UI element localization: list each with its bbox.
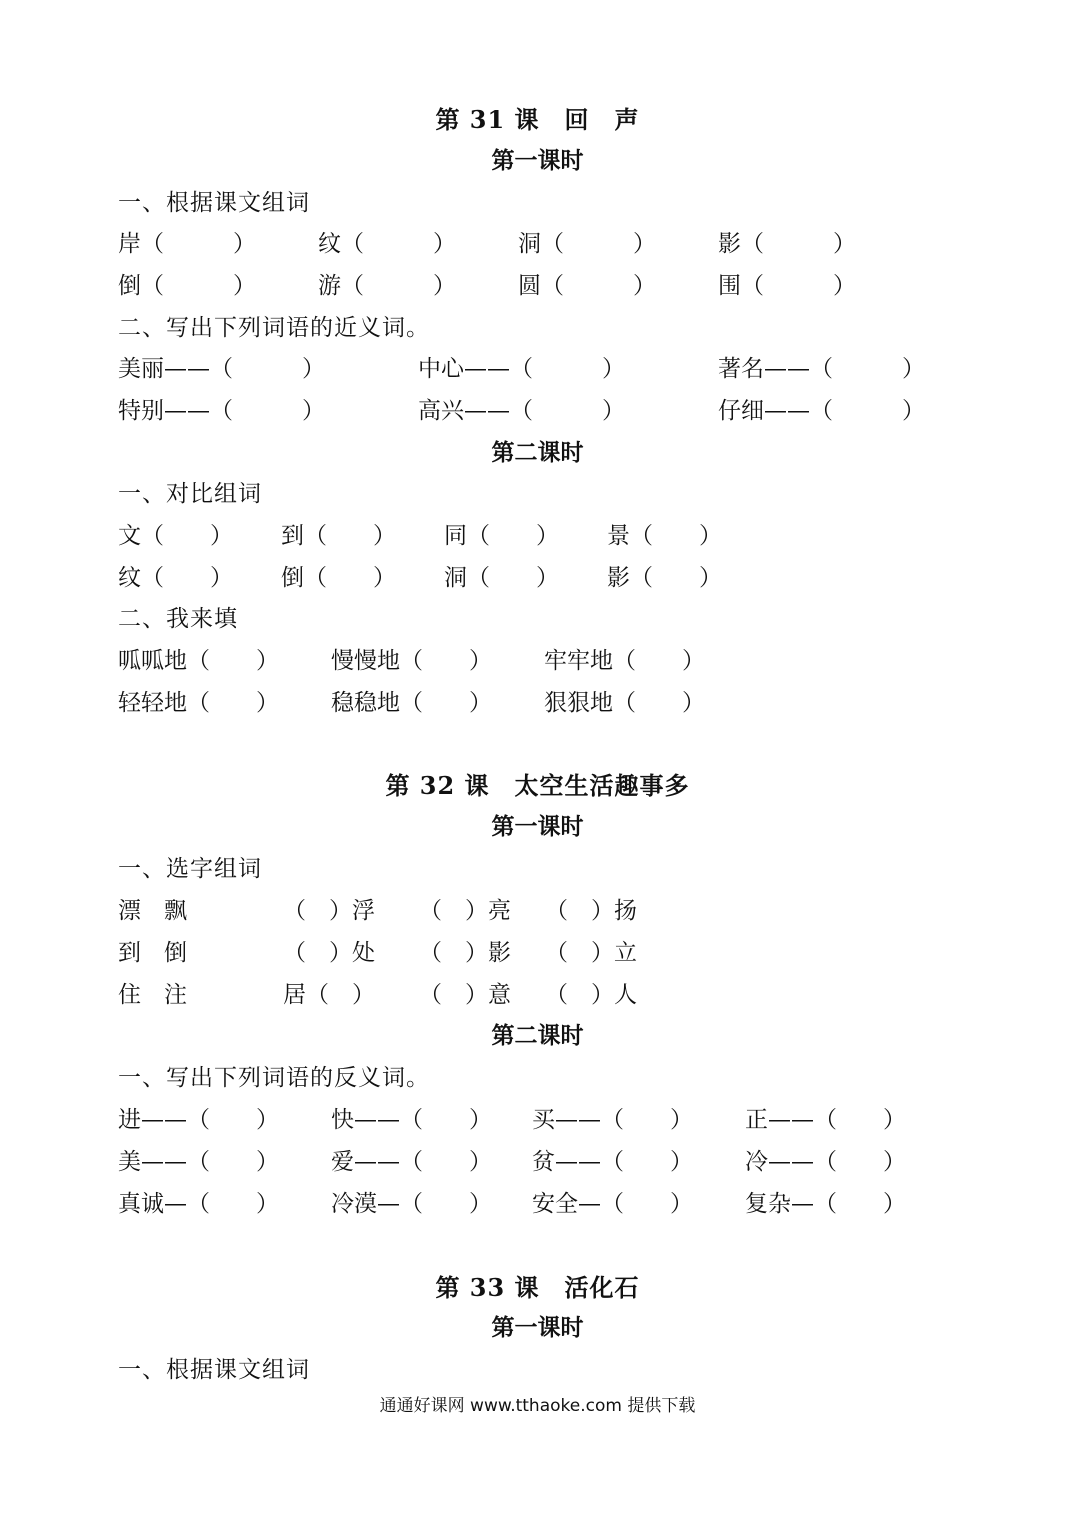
blank-item: （ ）意 [419, 982, 511, 1008]
char-pair: 漂 飘 [118, 898, 187, 924]
blank-item: 倒（ ） [118, 273, 256, 299]
blank-item: 仔细——（ ） [718, 398, 925, 424]
char-pair: 到 倒 [118, 940, 187, 966]
footer-credit: 通通好课网 www.tthaoke.com 提供下载 [379, 1396, 696, 1416]
blank-item: （ ）扬 [545, 898, 637, 924]
lesson31-q2-heading: 二、写出下列词语的近义词。 [118, 315, 430, 341]
blank-item: 牢牢地（ ） [544, 648, 705, 674]
blank-item: 到（ ） [281, 523, 396, 549]
blank-item: 特别——（ ） [118, 398, 325, 424]
char-pair: 住 注 [118, 982, 187, 1008]
blank-item: 正——（ ） [745, 1107, 906, 1133]
lesson32-q2-heading: 一、写出下列词语的反义词。 [118, 1065, 430, 1091]
blank-item: 同（ ） [444, 523, 559, 549]
blank-item: 景（ ） [607, 523, 722, 549]
blank-item: 贫——（ ） [532, 1149, 693, 1175]
blank-item: 爱——（ ） [331, 1149, 492, 1175]
blank-item: 圆（ ） [518, 273, 656, 299]
blank-item: 纹（ ） [318, 231, 456, 257]
blank-item: 慢慢地（ ） [331, 648, 492, 674]
lesson31-q4-heading: 二、我来填 [118, 606, 238, 632]
blank-item: （ ）影 [419, 940, 511, 966]
blank-item: 轻轻地（ ） [118, 690, 279, 716]
blank-item: 稳稳地（ ） [331, 690, 492, 716]
lesson31-period1: 第一课时 [491, 147, 584, 174]
blank-item: （ ）立 [545, 940, 637, 966]
lesson33-q1-heading: 一、根据课文组词 [118, 1357, 310, 1383]
blank-item: 洞（ ） [518, 231, 656, 257]
blank-item: 居（ ） [283, 982, 375, 1008]
blank-item: 冷漠—（ ） [331, 1191, 492, 1217]
lesson32-q1-heading: 一、选字组词 [118, 856, 262, 882]
blank-item: 复杂—（ ） [745, 1191, 906, 1217]
lesson31-q3-heading: 一、对比组词 [118, 481, 262, 507]
lesson33-title: 第 33 课 活化石 [435, 1273, 640, 1302]
lesson33-period1: 第一课时 [491, 1314, 584, 1341]
blank-item: 进——（ ） [118, 1107, 279, 1133]
blank-item: 影（ ） [607, 565, 722, 591]
blank-item: （ ）亮 [419, 898, 511, 924]
blank-item: 纹（ ） [118, 565, 233, 591]
blank-item: 冷——（ ） [745, 1149, 906, 1175]
blank-item: 快——（ ） [331, 1107, 492, 1133]
blank-item: 买——（ ） [532, 1107, 693, 1133]
blank-item: 文（ ） [118, 523, 233, 549]
blank-item: 影（ ） [718, 231, 856, 257]
blank-item: 围（ ） [718, 273, 856, 299]
blank-item: 岸（ ） [118, 231, 256, 257]
blank-item: 游（ ） [318, 273, 456, 299]
lesson32-period2: 第二课时 [491, 1022, 584, 1049]
blank-item: 高兴——（ ） [418, 398, 625, 424]
lesson31-q1-heading: 一、根据课文组词 [118, 190, 310, 216]
blank-item: 真诚—（ ） [118, 1191, 279, 1217]
blank-item: 呱呱地（ ） [118, 648, 279, 674]
blank-item: 中心——（ ） [418, 356, 625, 382]
blank-item: （ ）处 [283, 940, 375, 966]
blank-item: 狠狠地（ ） [544, 690, 705, 716]
blank-item: （ ）人 [545, 982, 637, 1008]
lesson31-title: 第 31 课 回 声 [435, 105, 640, 134]
blank-item: 美丽——（ ） [118, 356, 325, 382]
blank-item: 美——（ ） [118, 1149, 279, 1175]
blank-item: 倒（ ） [281, 565, 396, 591]
lesson31-period2: 第二课时 [491, 439, 584, 466]
blank-item: （ ）浮 [283, 898, 375, 924]
blank-item: 安全—（ ） [532, 1191, 693, 1217]
blank-item: 著名——（ ） [718, 356, 925, 382]
lesson32-title: 第 32 课 太空生活趣事多 [385, 771, 690, 800]
lesson32-period1: 第一课时 [491, 813, 584, 840]
blank-item: 洞（ ） [444, 565, 559, 591]
